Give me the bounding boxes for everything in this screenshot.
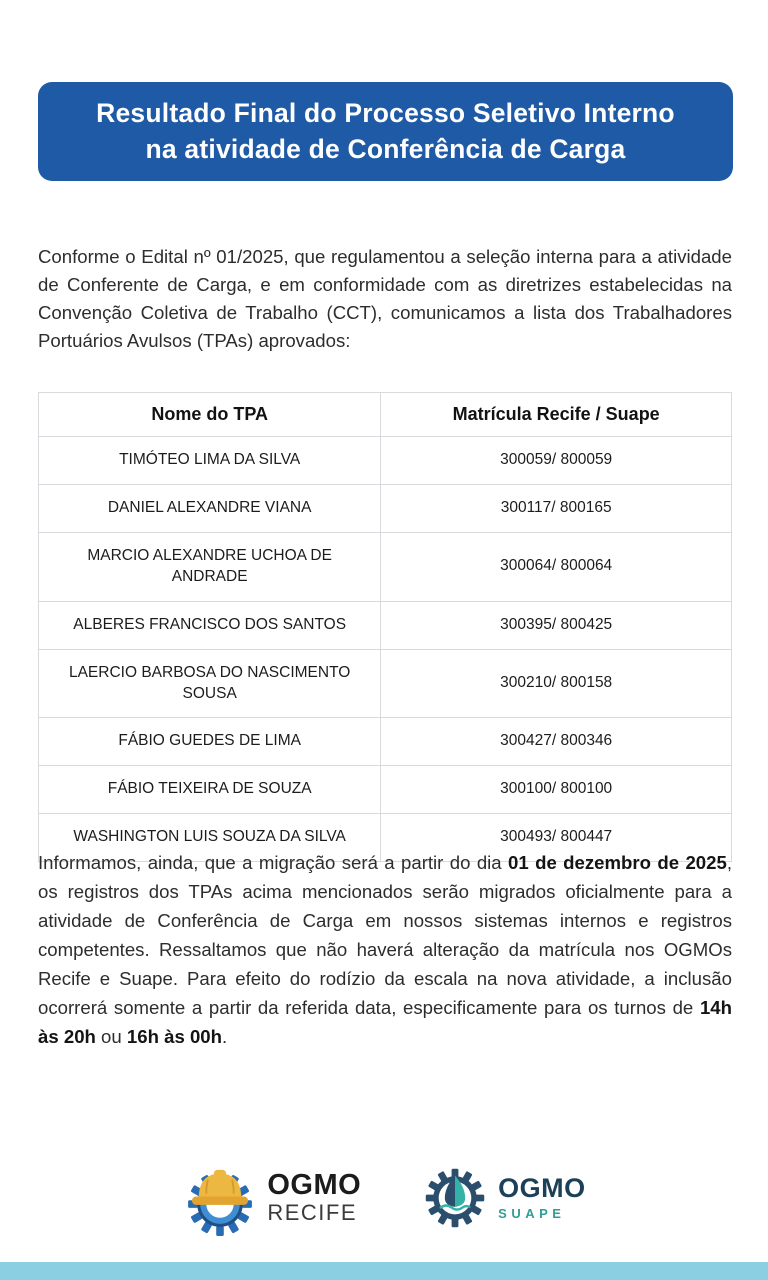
tpa-name: FÁBIO TEIXEIRA DE SOUZA [39,766,381,814]
tpa-name: FÁBIO GUEDES DE LIMA [39,718,381,766]
column-header-matricula: Matrícula Recife / Suape [381,393,732,437]
tpa-name: TIMÓTEO LIMA DA SILVA [39,437,381,485]
tpa-matricula: 300117/ 800165 [381,484,732,532]
title-line-1: Resultado Final do Processo Seletivo Interno [96,97,675,128]
table-row [39,601,732,649]
tpa-matricula: 300100/ 800100 [381,766,732,814]
closing-shift2-bold: 16h às 00h [126,1026,222,1047]
title-banner [38,82,733,181]
ogmo-recife-name: OGMO [267,1168,362,1201]
ogmo-recife-gear-hat-icon [182,1160,258,1236]
title-line-2: na atividade de Conferência de Carga [145,133,626,164]
ogmo-suape-gear-sail-icon [421,1164,489,1232]
intro-paragraph: Conforme o Edital nº 01/2025, que regulamentou a seleção interna para a atividade de Conferente de Carga, e em conformidade com as diretrizes estabelecidas na Convenção Coletiva de Trabalho (CCT), comunicamos a lista dos Trabalhadores Portuários Avulsos (TPAs) aprovados: [38,246,732,351]
logos-row [0,1160,768,1236]
ogmo-recife-wordmark [267,1168,362,1225]
ogmo-suape-subtitle: SUAPE [498,1205,566,1221]
table-row [39,437,732,485]
tpa-matricula: 300395/ 800425 [381,601,732,649]
tpa-matricula: 300059/ 800059 [381,437,732,485]
column-header-name: Nome do TPA [39,393,381,437]
table-header-row [39,393,732,437]
table-row [39,484,732,532]
tpa-name: WASHINGTON LUIS SOUZA DA SILVA [39,814,381,862]
closing-text: Informamos, ainda, que a migração será a partir do dia [38,852,509,873]
tpa-name: MARCIO ALEXANDRE UCHOA DE ANDRADE [39,532,381,601]
table-row [39,532,732,601]
ogmo-recife-logo [182,1160,361,1236]
closing-date-bold: 01 de dezembro de 2025 [508,852,727,873]
ogmo-suape-wordmark [498,1172,586,1222]
tpa-matricula: 300210/ 800158 [381,649,732,718]
closing-text: , os registros dos TPAs acima mencionados serão migrados oficialmente para a atividade de Conferência de Carga em nossos sistemas internos e registros competentes. Ressaltamos que não haverá alteração da matrícula nos OGMOs Recife e Suape. Para efeito do rodízio da escala na nova atividade, a inclusão ocorrerá somente a partir da referida data, especificamente para os turnos de [38,852,732,1018]
ogmo-suape-name: OGMO [498,1172,586,1203]
ogmo-recife-subtitle: RECIFE [267,1199,358,1225]
tpa-name: LAERCIO BARBOSA DO NASCIMENTO SOUSA [39,649,381,718]
closing-shift1-bold: 14h às 20h [38,997,732,1047]
tpa-name: ALBERES FRANCISCO DOS SANTOS [39,601,381,649]
tpa-matricula: 300064/ 800064 [381,532,732,601]
ogmo-suape-logo [421,1164,586,1232]
closing-text: . [222,1026,228,1047]
tpa-matricula: 300427/ 800346 [381,718,732,766]
approved-tpa-table [38,392,732,862]
closing-paragraph [38,848,732,1051]
closing-text: ou [95,1026,127,1047]
table-row [39,649,732,718]
table-row [39,766,732,814]
tpa-name: DANIEL ALEXANDRE VIANA [39,484,381,532]
footer-accent-bar [0,1262,768,1280]
tpa-matricula: 300493/ 800447 [381,814,732,862]
table-row [39,718,732,766]
